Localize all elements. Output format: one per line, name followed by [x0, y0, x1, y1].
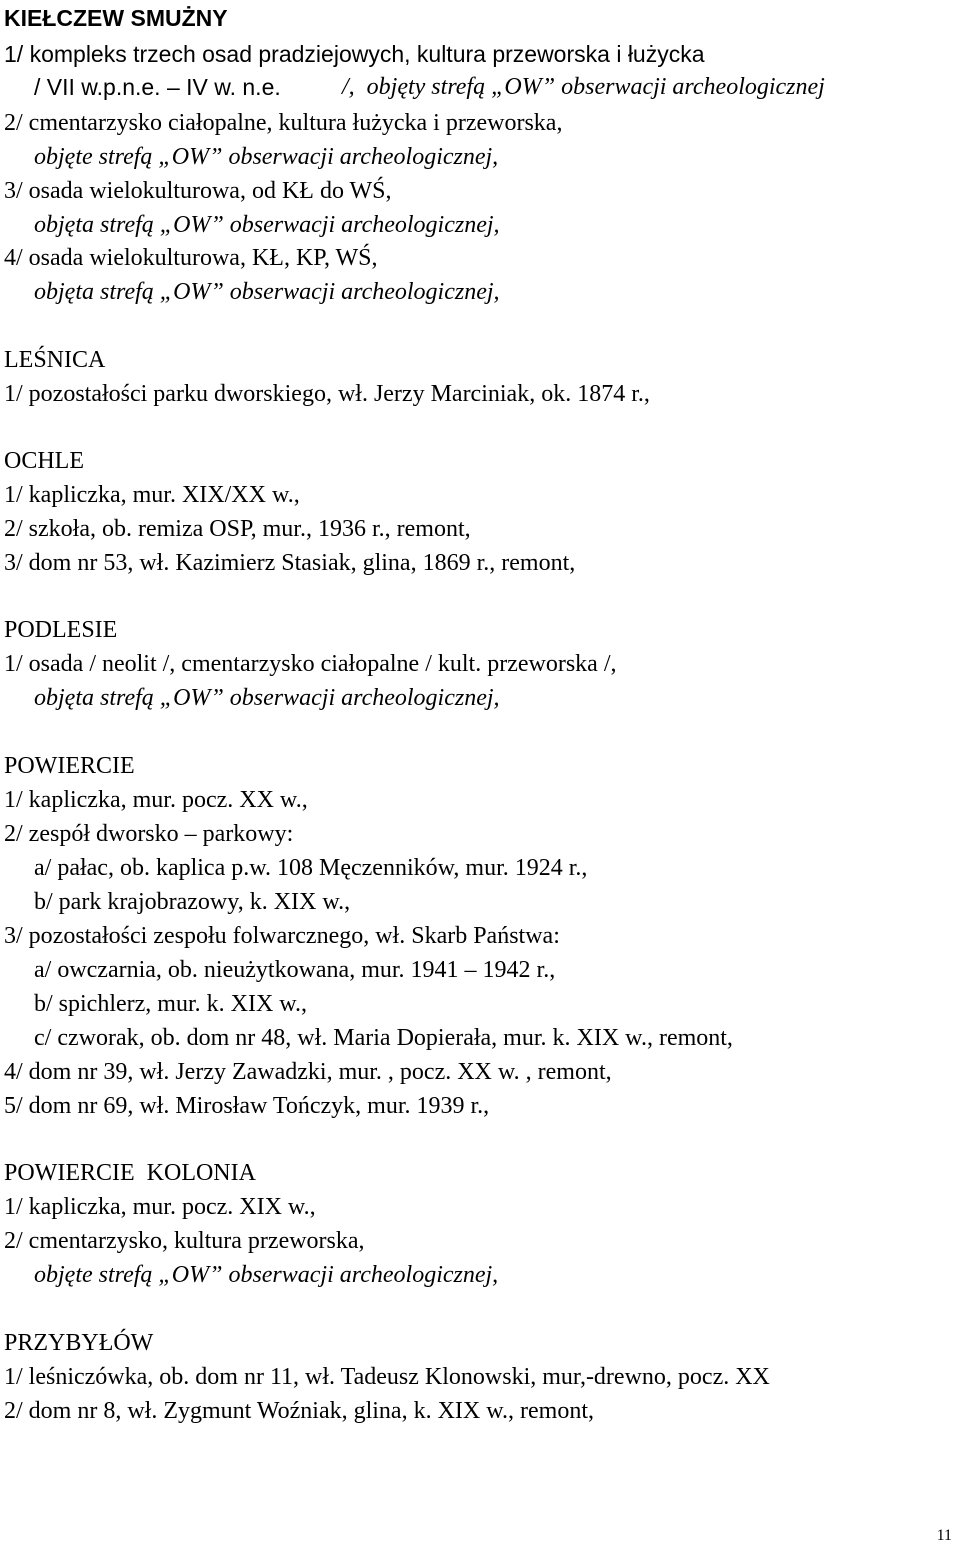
section-title-powiercie: POWIERCIE — [4, 753, 135, 779]
list-item: 2/ dom nr 8, wł. Zygmunt Woźniak, glina, k. XIX w., remont, — [4, 1398, 594, 1424]
section-title-lesnica: LEŚNICA — [4, 347, 106, 373]
list-item: 2/ zespół dworsko – parkowy: — [4, 821, 294, 847]
list-item: 1/ kapliczka, mur. pocz. XX w., — [4, 787, 308, 813]
list-item: 1/ kompleks trzech osad pradziejowych, kultura przeworska i łużycka — [4, 41, 705, 67]
list-item: 2/ szkoła, ob. remiza OSP, mur., 1936 r., remont, — [4, 516, 471, 542]
list-item: objęta strefą „OW” obserwacji archeologicznej, — [34, 685, 500, 711]
list-item: 1/ pozostałości parku dworskiego, wł. Jerzy Marciniak, ok. 1874 r., — [4, 381, 650, 407]
list-item: 3/ osada wielokulturowa, od KŁ do WŚ, — [4, 178, 392, 204]
list-item: 4/ dom nr 39, wł. Jerzy Zawadzki, mur. , pocz. XX w. , remont, — [4, 1059, 612, 1085]
list-item: 5/ dom nr 69, wł. Mirosław Tończyk, mur. 1939 r., — [4, 1093, 490, 1119]
section-title-kielczew-smuzny: KIEŁCZEW SMUŻNY — [4, 5, 228, 31]
list-item: 3/ pozostałości zespołu folwarcznego, wł. Skarb Państwa: — [4, 923, 560, 949]
list-item: a/ owczarnia, ob. nieużytkowana, mur. 1941 – 1942 r., — [34, 957, 556, 983]
section-title-przybylow: PRZYBYŁÓW — [4, 1330, 154, 1356]
list-item: 1/ leśniczówka, ob. dom nr 11, wł. Tadeusz Klonowski, mur,-drewno, pocz. XX — [4, 1364, 770, 1390]
list-item: /, objęty strefą „OW” obserwacji archeologicznej — [336, 74, 825, 100]
list-item: a/ pałac, ob. kaplica p.w. 108 Męczenników, mur. 1924 r., — [34, 855, 588, 881]
list-item: objęte strefą „OW” obserwacji archeologicznej, — [34, 144, 499, 170]
section-title-powiercie-kolonia: POWIERCIE KOLONIA — [4, 1160, 256, 1186]
section-title-podlesie: PODLESIE — [4, 617, 118, 643]
list-item: / VII w.p.n.e. – IV w. n.e. — [34, 74, 281, 100]
list-item: 1/ osada / neolit /, cmentarzysko ciałopalne / kult. przeworska /, — [4, 651, 617, 677]
list-item: c/ czworak, ob. dom nr 48, wł. Maria Dopierała, mur. k. XIX w., remont, — [34, 1025, 733, 1051]
list-item: 1/ kapliczka, mur. XIX/XX w., — [4, 482, 300, 508]
list-item: b/ spichlerz, mur. k. XIX w., — [34, 991, 308, 1017]
list-item: 4/ osada wielokulturowa, KŁ, KP, WŚ, — [4, 245, 378, 271]
list-item: 2/ cmentarzysko, kultura przeworska, — [4, 1228, 365, 1254]
list-item: b/ park krajobrazowy, k. XIX w., — [34, 889, 351, 915]
list-item: 3/ dom nr 53, wł. Kazimierz Stasiak, glina, 1869 r., remont, — [4, 550, 576, 576]
section-title-ochle: OCHLE — [4, 448, 84, 474]
page-number: 11 — [936, 1527, 952, 1544]
list-item: objęta strefą „OW” obserwacji archeologicznej, — [34, 212, 500, 238]
list-item: objęte strefą „OW” obserwacji archeologicznej, — [34, 1262, 499, 1288]
list-item: 2/ cmentarzysko ciałopalne, kultura łużycka i przeworska, — [4, 110, 563, 136]
list-item: objęta strefą „OW” obserwacji archeologicznej, — [34, 279, 500, 305]
list-item: 1/ kapliczka, mur. pocz. XIX w., — [4, 1194, 316, 1220]
